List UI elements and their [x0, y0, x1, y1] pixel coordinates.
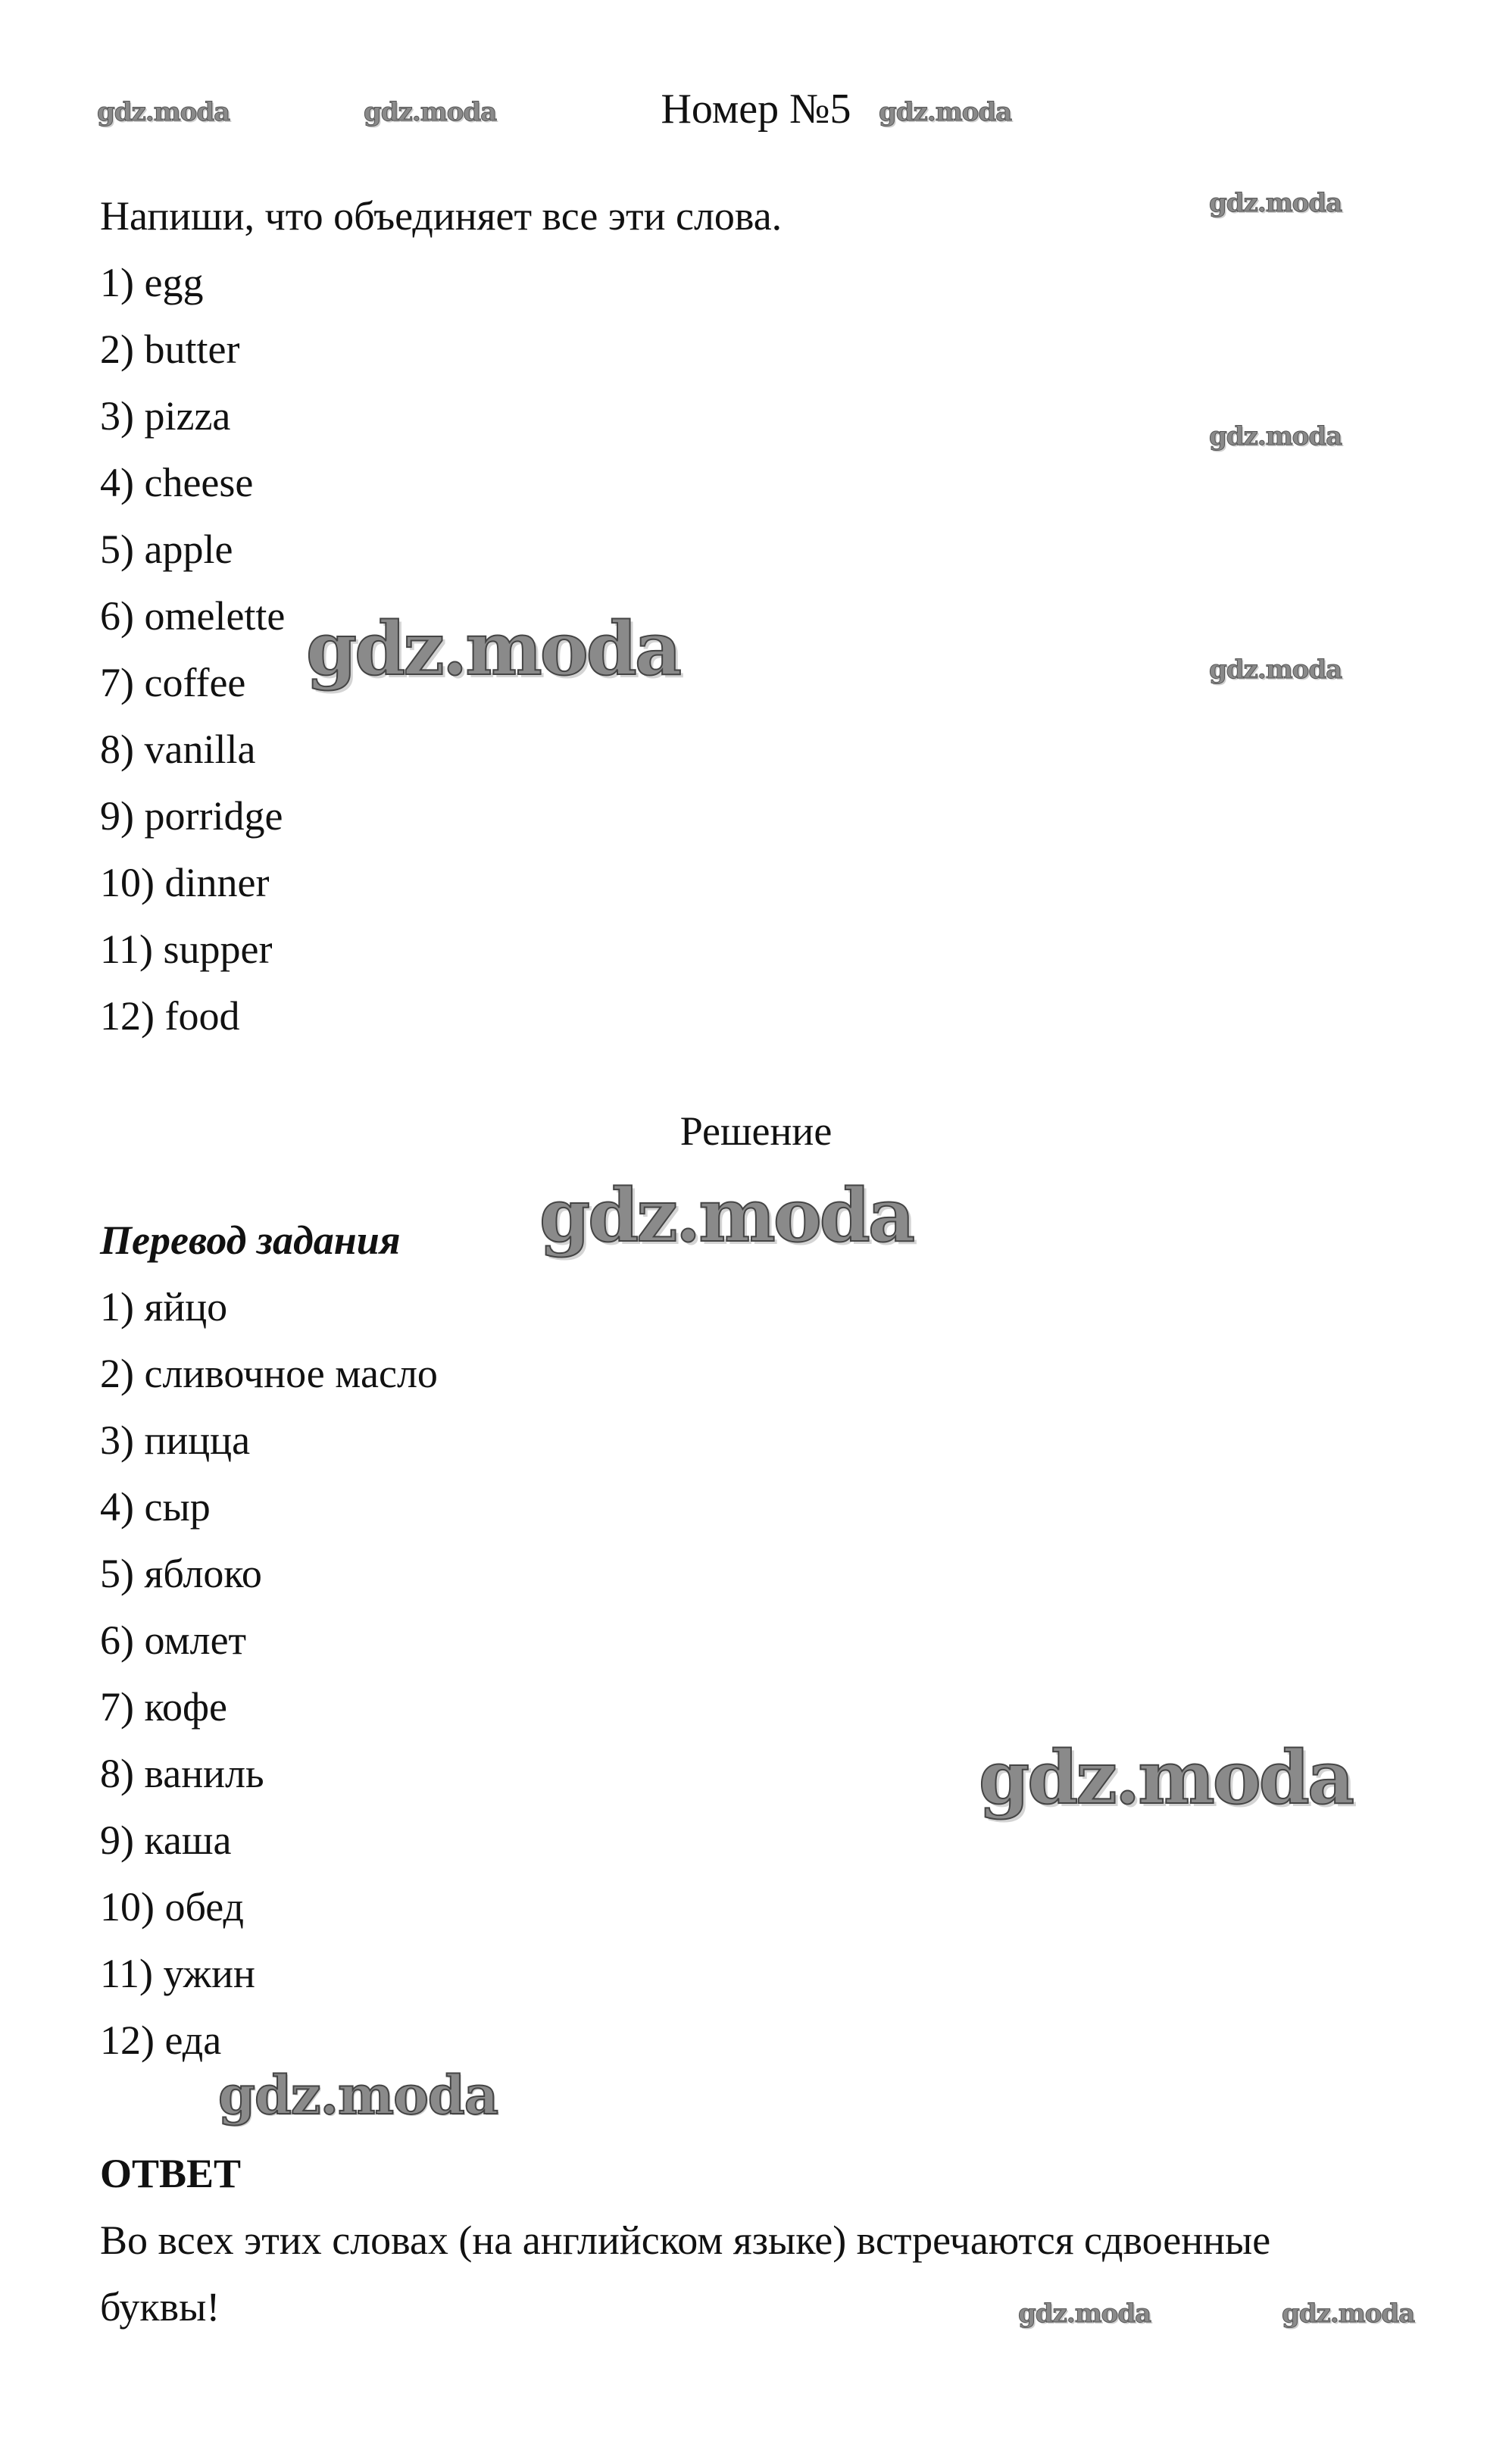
task-item: 11) supper [100, 927, 273, 972]
task-item: 6) omelette [100, 593, 286, 639]
answer-heading: ОТВЕТ [100, 2151, 242, 2196]
page-title: Номер №5 [661, 86, 851, 133]
task-item: 2) butter [100, 327, 240, 372]
task-item: 5) apple [100, 527, 233, 572]
answer-text: буквы! [100, 2284, 220, 2330]
translation-item: 7) кофе [100, 1684, 227, 1730]
translation-heading: Перевод задания [100, 1217, 401, 1263]
task-item: 7) coffee [100, 660, 246, 705]
task-item: 12) food [100, 993, 240, 1039]
answer-text: Во всех этих словах (на английском языке) встречаются сдвоенные [100, 2217, 1271, 2263]
translation-item: 5) яблоко [100, 1551, 262, 1596]
task-item: 9) porridge [100, 793, 283, 839]
translation-item: 4) сыр [100, 1484, 211, 1530]
watermark-logo: gdz.moda [539, 1173, 914, 1258]
translation-item: 1) яйцо [100, 1284, 228, 1330]
watermark-logo: gdz.moda [218, 2064, 498, 2127]
watermark-logo: gdz.moda [879, 97, 1012, 127]
watermark-logo: gdz.moda [306, 606, 680, 692]
watermark-logo: gdz.moda [979, 1735, 1353, 1820]
translation-item: 6) омлет [100, 1617, 247, 1663]
watermark-logo: gdz.moda [1018, 2299, 1151, 2329]
task-prompt: Напиши, что объединяет все эти слова. [100, 193, 783, 239]
translation-item: 11) ужин [100, 1951, 255, 1996]
translation-item: 9) каша [100, 1817, 232, 1863]
translation-item: 12) еда [100, 2017, 222, 2063]
watermark-logo: gdz.moda [1209, 188, 1342, 218]
task-item: 4) cheese [100, 460, 254, 505]
task-item: 3) pizza [100, 393, 231, 439]
translation-item: 10) обед [100, 1884, 244, 1930]
task-item: 1) egg [100, 260, 204, 305]
watermark-logo: gdz.moda [1282, 2299, 1415, 2329]
translation-item: 2) сливочное масло [100, 1351, 438, 1396]
watermark-logo: gdz.moda [1209, 655, 1342, 685]
watermark-logo: gdz.moda [1209, 421, 1342, 452]
solution-heading: Решение [679, 1108, 833, 1154]
task-item: 10) dinner [100, 860, 270, 905]
watermark-logo: gdz.moda [97, 97, 230, 127]
watermark-logo: gdz.moda [364, 97, 497, 127]
task-item: 8) vanilla [100, 727, 256, 772]
translation-item: 8) ваниль [100, 1751, 264, 1796]
translation-item: 3) пицца [100, 1417, 251, 1463]
